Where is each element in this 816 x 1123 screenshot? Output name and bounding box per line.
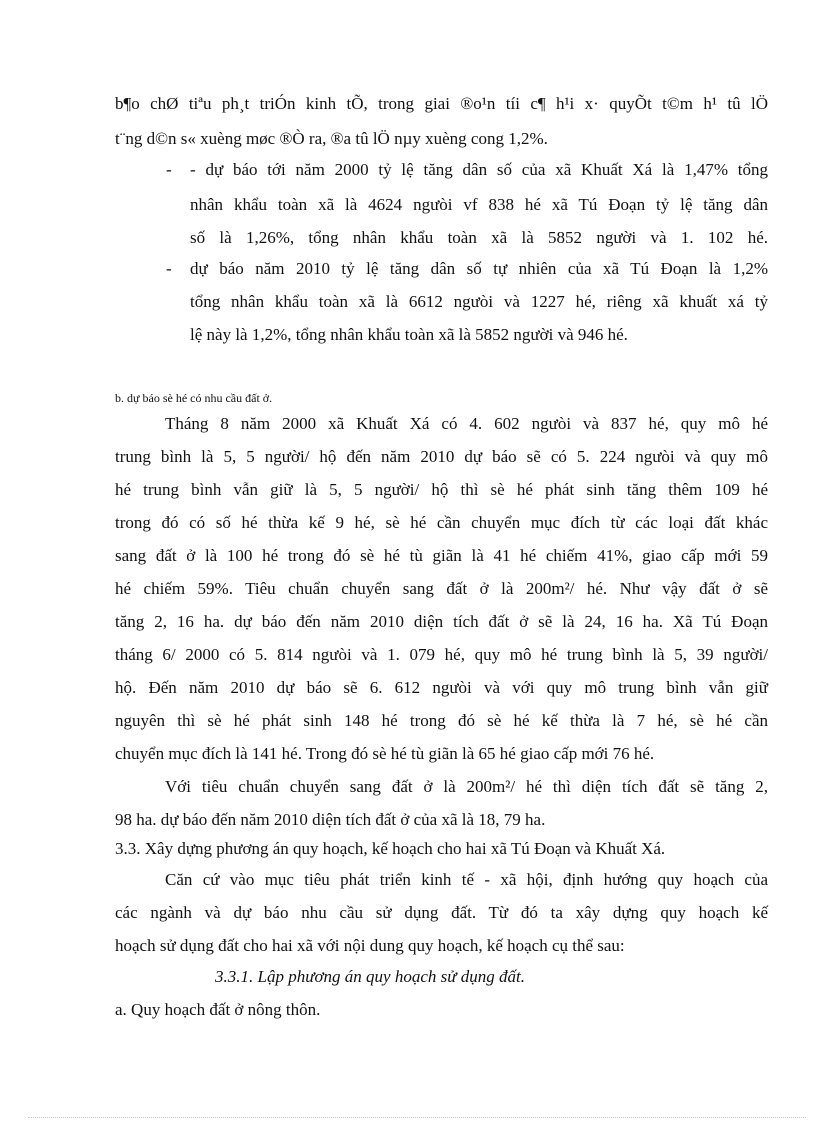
bullet-1-line-3: số là 1,26%, tổng nhân khẩu toàn xã là 5852 người và 1. 102 hé. xyxy=(190,228,768,247)
bullet-1-line-1: - dự báo tới năm 2000 tỷ lệ tăng dân số của xã Khuất Xá là 1,47% tổng xyxy=(190,160,768,179)
para1-line-5: sang đất ở là 100 hé trong đó sè hé tù giãn là 41 hé chiếm 41%, giao cấp mới 59 xyxy=(115,546,768,565)
bullet-marker-2: - xyxy=(166,259,172,278)
bullet-2-line-2: tổng nhân khẩu toàn xã là 6612 ngưòi và 1227 hé, riêng xã khuất xá tỷ xyxy=(190,292,768,311)
subheading-b: b. dự báo sè hé có nhu cầu đất ở. xyxy=(115,391,273,405)
bullet-1-line-2: nhân khẩu toàn xã là 4624 ngưòi vf 838 hé xã Tú Đoạn tỷ lệ tăng dân xyxy=(190,195,768,214)
para1-line-1: Tháng 8 năm 2000 xã Khuất Xá có 4. 602 ngưòi và 837 hé, quy mô hé xyxy=(165,414,768,433)
para3-line-2: các ngành và dự báo nhu cầu sử dụng đất. Từ đó ta xây dựng quy hoạch kế xyxy=(115,903,768,922)
para2-line-2: 98 ha. dự báo đến năm 2010 diện tích đất ở của xã là 18, 79 ha. xyxy=(115,810,546,829)
para1-line-7: tăng 2, 16 ha. dự báo đến năm 2010 diện tích đất ở sẽ là 24, 16 ha. Xã Tú Đoạn xyxy=(115,612,768,631)
para3-line-1: Căn cứ vào mục tiêu phát triển kinh tế - xã hội, định hướng quy hoạch của xyxy=(165,870,768,889)
para1-line-3: hé trung bình vẫn giữ là 5, 5 người/ hộ thì sè hé phát sinh tăng thêm 109 hé xyxy=(115,480,768,499)
para1-line-9: hộ. Đến năm 2010 dự báo sẽ 6. 612 ngưòi và với quy mô trung bình vẫn giữ xyxy=(115,678,768,697)
intro-line-2: t¨ng d©n s« xuèng møc ®Ò ra, ®a tû lÖ nµy xuèng cong 1,2%. xyxy=(115,129,548,148)
para1-line-11: chuyển mục đích là 141 hé. Trong đó sè hé tù giãn là 65 hé giao cấp mới 76 hé. xyxy=(115,744,655,763)
bullet-marker-1: - xyxy=(166,160,172,179)
para2-line-1: Với tiêu chuẩn chuyển sang đất ở là 200m²/ hé thì diện tích đất sẽ tăng 2, xyxy=(165,777,768,796)
para1-line-8: tháng 6/ 2000 có 5. 814 ngưòi và 1. 079 hé, quy mô hé trung bình là 5, 39 người/ xyxy=(115,645,768,664)
para3-line-3: hoạch sử dụng đất cho hai xã với nội dung quy hoạch, kế hoạch cụ thể sau: xyxy=(115,936,625,955)
para1-line-2: trung bình là 5, 5 người/ hộ đến năm 2010 dự báo sẽ có 5. 224 ngưòi và quy mô xyxy=(115,447,768,466)
page-bottom-rule xyxy=(28,1117,806,1118)
para1-line-10: nguyên thì sè hé phát sinh 148 hé trong đó sè hé kế thừa là 7 hé, sè hé cần xyxy=(115,711,768,730)
heading-3-3: 3.3. Xây dựng phương án quy hoạch, kế hoạch cho hai xã Tú Đoạn và Khuất Xá. xyxy=(115,839,666,858)
heading-a: a. Quy hoạch đất ở nông thôn. xyxy=(115,1000,321,1019)
para1-line-4: trong đó có số hé thừa kế 9 hé, sè hé cần chuyển mục đích từ các loại đất khác xyxy=(115,513,768,532)
bullet-2-line-3: lệ này là 1,2%, tổng nhân khẩu toàn xã là 5852 người và 946 hé. xyxy=(190,325,628,344)
bullet-2-line-1: dự báo năm 2010 tỷ lệ tăng dân số tự nhiên của xã Tú Đoạn là 1,2% xyxy=(190,259,768,278)
heading-3-3-1: 3.3.1. Lập phương án quy hoạch sử dụng đất. xyxy=(215,967,526,986)
para1-line-6: hé chiếm 59%. Tiêu chuẩn chuyển sang đất ở là 200m²/ hé. Như vậy đất ở sẽ xyxy=(115,579,768,598)
intro-line-1: b¶o chØ tiªu ph¸t triÓn kinh tÕ, trong giai ®o¹n tíi c¶ h¹i x· quyÕt t©m h¹ tû lÖ xyxy=(115,94,768,113)
